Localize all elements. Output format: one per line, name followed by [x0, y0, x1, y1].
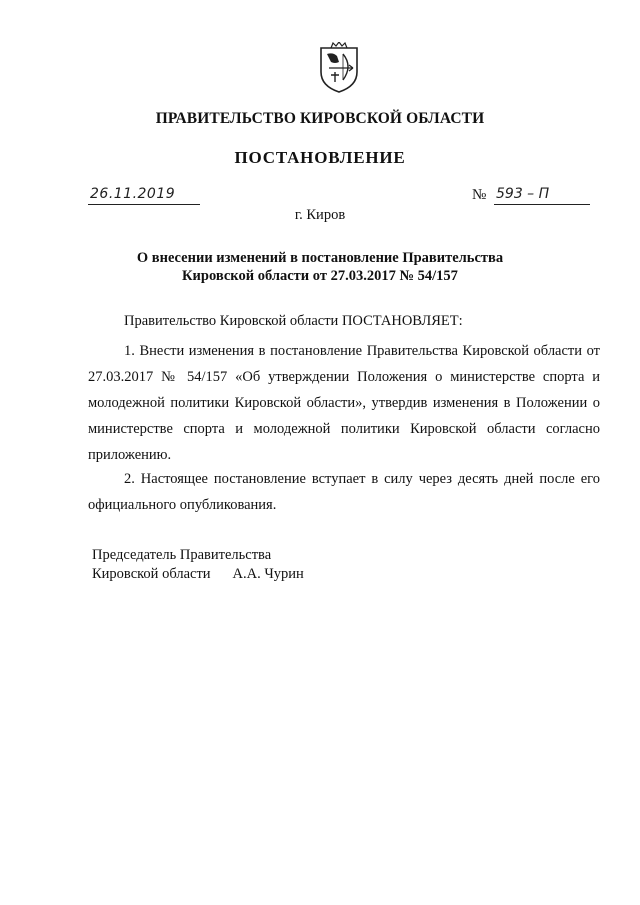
number-underline [494, 204, 590, 205]
document-subject [0, 249, 640, 285]
number-sign: № [472, 187, 487, 203]
document-date: 26.11.2019 [90, 186, 176, 202]
signatory-region: Кировской области [92, 566, 211, 582]
resolution-intro: Правительство Кировской области ПОСТАНОВЛЯЕТ: [124, 313, 463, 329]
resolution-item-2: 2. Настоящее постановление вступает в силу через десять дней после его официального опубликования. [88, 471, 600, 513]
organization-title: ПРАВИТЕЛЬСТВО КИРОВСКОЙ ОБЛАСТИ [155, 110, 485, 127]
document-date-field [88, 186, 200, 208]
resolution-item-1: 1. Внести изменения в постановление Правительства Кировской области от 27.03.2017 № 54/157 «Об утверждении Положения о министерстве спорта и молодежной политики Кировской области», утвердив изменения в Положении о министерстве спорта и молодежной политики Кировской области согласно приложению. [88, 343, 600, 463]
subject-line: О внесении изменений в постановление Правительства [136, 250, 504, 266]
city: г. Киров [294, 207, 346, 223]
date-underline [88, 204, 200, 205]
document-number-field [472, 186, 592, 208]
document-number: 593 – П [496, 186, 550, 202]
document-type-title: ПОСТАНОВЛЕНИЕ [234, 148, 406, 167]
signatory-name: А.А. Чурин [232, 566, 304, 582]
subject-line: Кировской области от 27.03.2017 № 54/157 [182, 268, 458, 284]
kirov-coat-of-arms-icon [317, 42, 361, 94]
signatory-title: Председатель Правительства [92, 547, 272, 563]
signatory-line [92, 566, 304, 583]
